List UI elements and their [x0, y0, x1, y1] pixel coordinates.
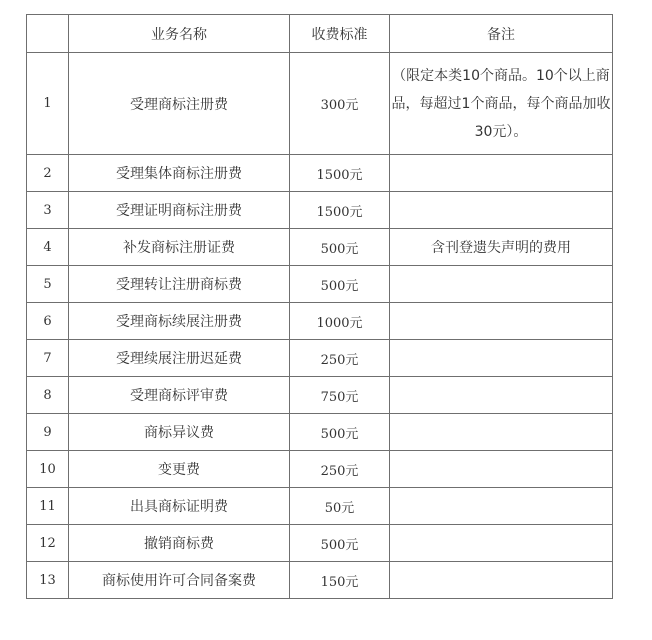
table-row: [27, 377, 613, 414]
row-note: [390, 155, 613, 192]
header-fee-standard: 收费标准: [290, 15, 390, 53]
table-row: [27, 451, 613, 488]
row-index: 4: [27, 229, 69, 266]
row-business-name: 受理证明商标注册费: [69, 192, 290, 229]
row-index: 3: [27, 192, 69, 229]
row-note: [390, 192, 613, 229]
row-index: 10: [27, 451, 69, 488]
table-header-row: [27, 15, 613, 53]
table-row: [27, 488, 613, 525]
row-fee: 250元: [290, 340, 390, 377]
row-fee: 250元: [290, 451, 390, 488]
row-fee: 750元: [290, 377, 390, 414]
row-fee: 500元: [290, 414, 390, 451]
row-business-name: 受理转让注册商标费: [69, 266, 290, 303]
row-business-name: 受理商标续展注册费: [69, 303, 290, 340]
table-row: [27, 53, 613, 155]
row-note: [390, 562, 613, 599]
row-note: [390, 303, 613, 340]
row-index: 7: [27, 340, 69, 377]
row-index: 2: [27, 155, 69, 192]
row-business-name: 变更费: [69, 451, 290, 488]
row-note: （限定本类10个商品。10个以上商品，每超过1个商品，每个商品加收30元）。: [390, 53, 613, 155]
table-row: [27, 562, 613, 599]
row-business-name: 受理商标注册费: [69, 53, 290, 155]
row-note: [390, 414, 613, 451]
row-fee: 1500元: [290, 155, 390, 192]
table-row: [27, 266, 613, 303]
table-row: [27, 155, 613, 192]
row-note: [390, 525, 613, 562]
header-business-name: 业务名称: [69, 15, 290, 53]
header-index: [27, 15, 69, 53]
row-note: [390, 340, 613, 377]
header-note: 备注: [390, 15, 613, 53]
row-business-name: 受理商标评审费: [69, 377, 290, 414]
row-fee: 500元: [290, 525, 390, 562]
table-row: [27, 192, 613, 229]
row-index: 8: [27, 377, 69, 414]
row-business-name: 受理集体商标注册费: [69, 155, 290, 192]
table-row: [27, 303, 613, 340]
table-row: [27, 414, 613, 451]
row-fee: 150元: [290, 562, 390, 599]
row-fee: 500元: [290, 266, 390, 303]
table-row: [27, 525, 613, 562]
row-note: 含刊登遗失声明的费用: [390, 229, 613, 266]
row-fee: 50元: [290, 488, 390, 525]
row-business-name: 出具商标证明费: [69, 488, 290, 525]
row-index: 12: [27, 525, 69, 562]
row-index: 6: [27, 303, 69, 340]
row-note: [390, 451, 613, 488]
row-fee: 1000元: [290, 303, 390, 340]
row-index: 1: [27, 53, 69, 155]
row-note: [390, 488, 613, 525]
row-fee: 500元: [290, 229, 390, 266]
row-business-name: 受理续展注册迟延费: [69, 340, 290, 377]
row-business-name: 商标使用许可合同备案费: [69, 562, 290, 599]
row-note: [390, 266, 613, 303]
row-fee: 1500元: [290, 192, 390, 229]
row-business-name: 商标异议费: [69, 414, 290, 451]
row-business-name: 撤销商标费: [69, 525, 290, 562]
row-index: 5: [27, 266, 69, 303]
row-index: 13: [27, 562, 69, 599]
row-business-name: 补发商标注册证费: [69, 229, 290, 266]
row-index: 11: [27, 488, 69, 525]
table-row: [27, 340, 613, 377]
table-row: [27, 229, 613, 266]
fee-table: [26, 14, 613, 599]
row-note: [390, 377, 613, 414]
row-fee: 300元: [290, 53, 390, 155]
row-index: 9: [27, 414, 69, 451]
